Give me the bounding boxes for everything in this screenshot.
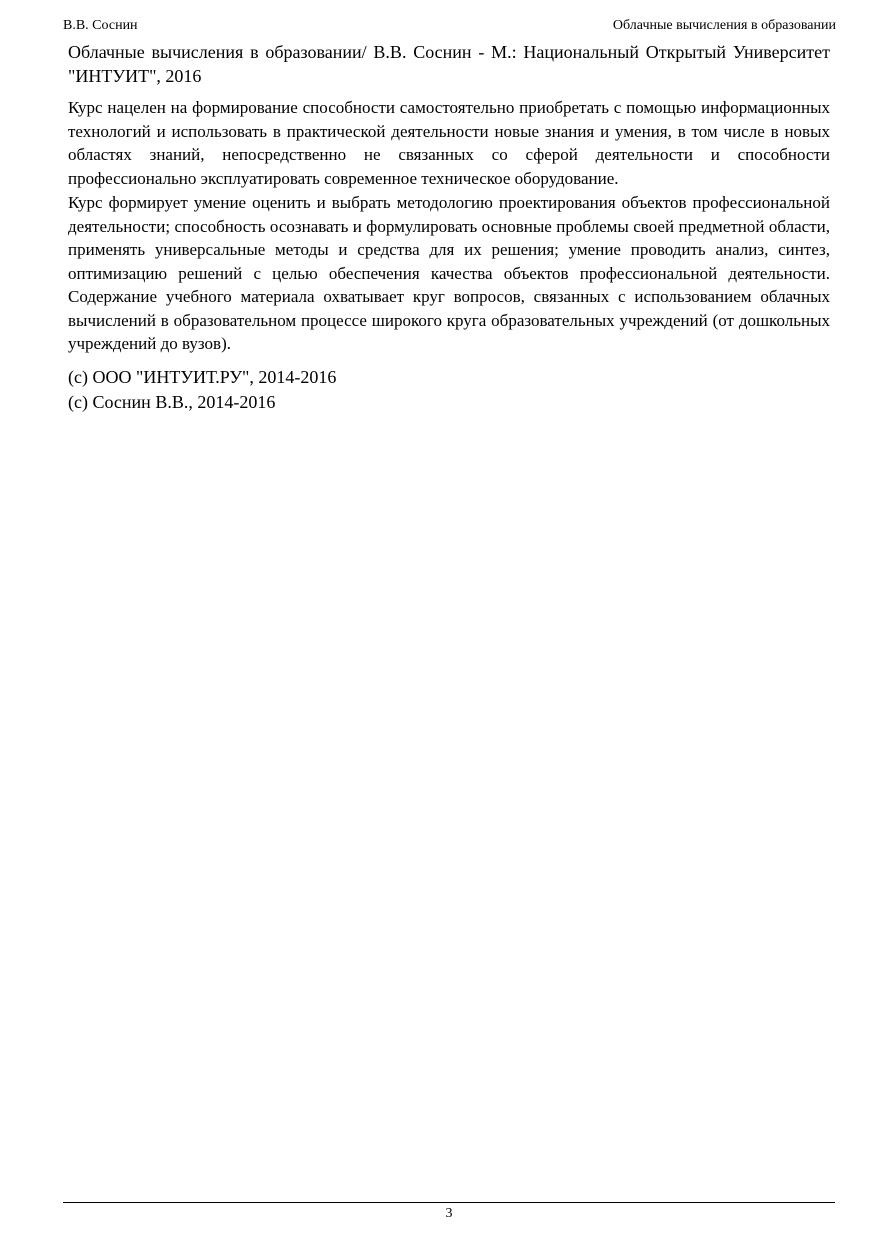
copyright-publisher: (c) ООО "ИНТУИТ.РУ", 2014-2016 (68, 366, 337, 387)
header-title: Облачные вычисления в образовании (612, 18, 836, 33)
running-header (63, 16, 836, 36)
abstract-paragraph-2: Курс формирует умение оценить и выбрать методологию проектирования объектов профессиональной деятельности; способность осознавать и формулировать основные проблемы своей предметной области, применять универсальные методы и средства для их решения; умение проводить анализ, синтез, оптимизацию решений с целью обеспечения качества объектов профессиональной деятельности. Содержание учебного материала охватывает круг вопросов, связанных с использованием облачных вычислений в образовательном процессе широкого круга образовательных учреждений (от дошкольных учреждений до вузов). (68, 193, 830, 353)
header-author: В.В. Соснин (63, 18, 138, 33)
abstract-paragraph-1: Курс нацелен на формирование способности самостоятельно приобретать с помощью информационных технологий и использовать в практической деятельности новые знания и умения, в том числе в новых областях знаний, непосредственно не связанных со сферой деятельности и способности профессионально эксплуатировать современное техническое оборудование. (68, 98, 830, 188)
bibliographic-citation: Облачные вычисления в образовании/ В.В. Соснин - М.: Национальный Открытый Университет "ИНТУИТ", 2016 (68, 42, 830, 86)
page-number: 3 (445, 1206, 453, 1221)
page-content (68, 40, 830, 415)
footer-divider (63, 1202, 835, 1203)
copyright-author: (c) Соснин В.В., 2014-2016 (68, 391, 276, 412)
